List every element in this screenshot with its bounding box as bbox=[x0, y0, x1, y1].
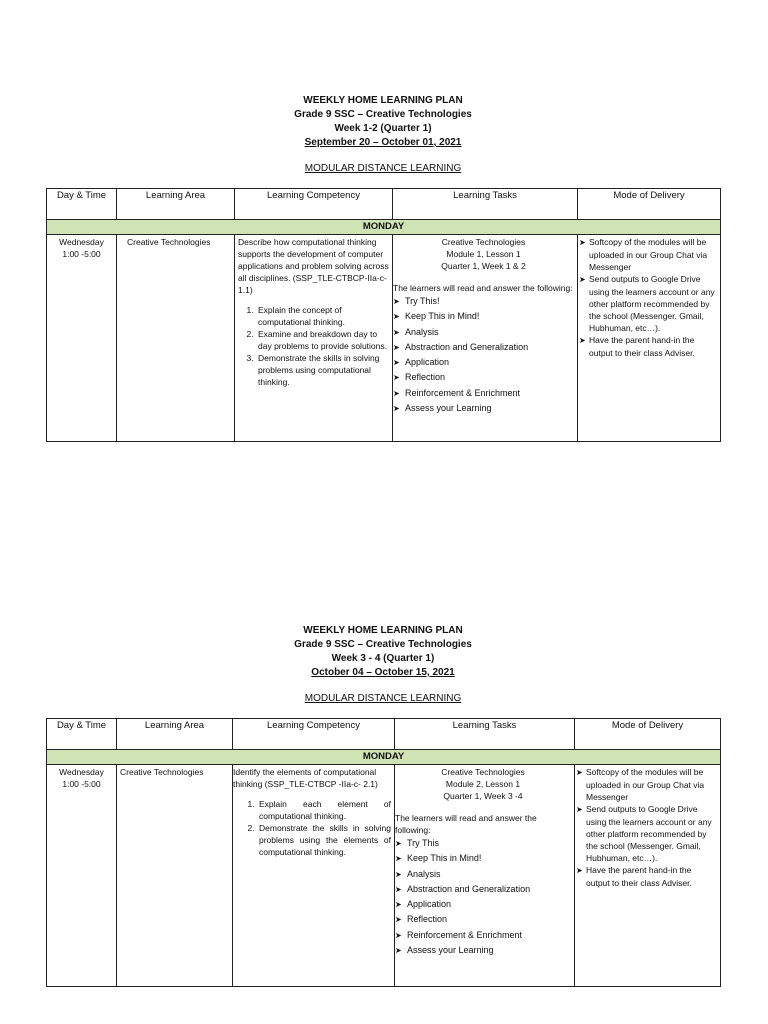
task-label: Reinforcement & Enrichment bbox=[407, 929, 523, 940]
day-time-cell bbox=[47, 235, 117, 442]
delivery-mode-heading: MODULAR DISTANCE LEARNING bbox=[304, 163, 462, 174]
list-item bbox=[579, 334, 717, 359]
arrow-bullet-icon: ➤ bbox=[576, 805, 583, 814]
tasks-title: Creative Technologies bbox=[441, 237, 526, 247]
list-item bbox=[393, 355, 574, 370]
delivery-cell bbox=[575, 765, 721, 987]
list-item bbox=[393, 325, 574, 340]
list-item bbox=[395, 867, 571, 882]
plan-header bbox=[46, 624, 720, 680]
plan-table bbox=[46, 188, 721, 442]
arrow-bullet-icon: ➤ bbox=[395, 915, 402, 925]
day-band-row bbox=[47, 220, 721, 235]
arrow-bullet-icon: ➤ bbox=[393, 297, 400, 306]
task-label: Application bbox=[405, 357, 450, 368]
table-row bbox=[47, 235, 721, 442]
task-label: Assess your Learning bbox=[405, 403, 492, 414]
delivery-list bbox=[579, 236, 717, 359]
list-item bbox=[576, 766, 717, 803]
plan-header bbox=[46, 94, 720, 150]
list-item bbox=[576, 803, 717, 864]
tasks-week: Quarter 1, Week 1 & 2 bbox=[441, 261, 526, 271]
delivery-text: Softcopy of the modules will be uploaded in our Group Chat via Messenger bbox=[589, 237, 708, 272]
task-label: Application bbox=[407, 899, 452, 910]
tasks-module: Module 2, Lesson 1 bbox=[445, 779, 521, 789]
header-learning-competency: Learning Competency bbox=[235, 189, 393, 220]
arrow-bullet-icon: ➤ bbox=[579, 336, 586, 345]
list-item: 1. Explain the concept of computational thinking. bbox=[256, 304, 389, 328]
delivery-text: Have the parent hand-in the output to their class Adviser. bbox=[586, 865, 692, 888]
header-learning-tasks: Learning Tasks bbox=[395, 719, 575, 750]
delivery-cell bbox=[578, 235, 721, 442]
tasks-cell bbox=[393, 235, 578, 442]
tasks-intro: The learners will read and answer the following: bbox=[393, 283, 573, 293]
plan-title: WEEKLY HOME LEARNING PLAN bbox=[303, 95, 463, 106]
plan-table bbox=[46, 718, 721, 987]
list-item: 1. Explain each element of computational thinking. bbox=[257, 798, 391, 822]
delivery-mode-heading: MODULAR DISTANCE LEARNING bbox=[304, 693, 462, 704]
arrow-bullet-icon: ➤ bbox=[395, 946, 402, 956]
list-item: 2. Demonstrate the skills in solving problems using the elements of computational thinking. bbox=[257, 822, 391, 858]
tasks-list bbox=[393, 294, 574, 416]
delivery-text: Have the parent hand-in the output to their class Adviser. bbox=[589, 335, 695, 358]
task-label: Keep This in Mind! bbox=[407, 853, 482, 864]
arrow-bullet-icon: ➤ bbox=[395, 884, 402, 894]
arrow-bullet-icon: ➤ bbox=[395, 854, 402, 864]
delivery-text: Send outputs to Google Drive using the learners account or any other platform recommended by the school (Messenger. Gmail, Hubhuman, etc…). bbox=[589, 274, 715, 333]
header-learning-tasks: Learning Tasks bbox=[393, 189, 578, 220]
header-mode-of-delivery: Mode of Delivery bbox=[578, 189, 721, 220]
arrow-bullet-icon: ➤ bbox=[393, 388, 400, 398]
delivery-text: Softcopy of the modules will be uploaded in our Group Chat via Messenger bbox=[586, 767, 705, 802]
arrow-bullet-icon: ➤ bbox=[393, 312, 400, 322]
plan-subtitle: Grade 9 SSC – Creative Technologies bbox=[294, 639, 472, 650]
arrow-bullet-icon: ➤ bbox=[579, 238, 586, 247]
plan-week: Week 3 - 4 (Quarter 1) bbox=[331, 653, 435, 664]
task-label: Reflection bbox=[407, 914, 448, 925]
plan-dates: September 20 – October 01, 2021 bbox=[304, 137, 462, 148]
header-mode-of-delivery: Mode of Delivery bbox=[575, 719, 721, 750]
day-label: MONDAY bbox=[47, 220, 721, 235]
arrow-bullet-icon: ➤ bbox=[579, 275, 586, 284]
task-label: Reinforcement & Enrichment bbox=[405, 387, 521, 398]
plan-subtitle: Grade 9 SSC – Creative Technologies bbox=[294, 109, 472, 120]
competency-cell bbox=[235, 235, 393, 442]
task-label: Keep This in Mind! bbox=[405, 311, 480, 322]
header-day-time: Day & Time bbox=[47, 189, 117, 220]
time-text: 1:00 -5:00 bbox=[62, 249, 101, 259]
task-label: Reflection bbox=[405, 372, 446, 383]
competency-text: Identify the elements of computational thinking (SSP_TLE-CTBCP -IIa-c- 2.1) bbox=[233, 767, 378, 789]
tasks-module: Module 1, Lesson 1 bbox=[446, 249, 521, 259]
list-item bbox=[393, 370, 574, 385]
competency-list bbox=[238, 304, 389, 388]
delivery-list bbox=[576, 766, 717, 889]
list-item bbox=[393, 294, 574, 309]
arrow-bullet-icon: ➤ bbox=[576, 768, 583, 777]
competency-list bbox=[233, 798, 391, 858]
arrow-bullet-icon: ➤ bbox=[393, 342, 400, 352]
table-header-row bbox=[47, 189, 721, 220]
list-item bbox=[576, 864, 717, 889]
arrow-bullet-icon: ➤ bbox=[395, 930, 402, 940]
list-item bbox=[395, 836, 571, 851]
arrow-bullet-icon: ➤ bbox=[395, 900, 402, 910]
competency-cell bbox=[233, 765, 395, 987]
task-label: Assess your Learning bbox=[407, 945, 494, 956]
tasks-list bbox=[395, 836, 571, 958]
header-learning-competency: Learning Competency bbox=[233, 719, 395, 750]
tasks-cell bbox=[395, 765, 575, 987]
tasks-week: Quarter 1, Week 3 -4 bbox=[443, 791, 523, 801]
day-band-row bbox=[47, 750, 721, 765]
task-label: Try This bbox=[407, 838, 440, 848]
task-label: Try This! bbox=[405, 296, 440, 306]
list-item bbox=[395, 943, 571, 958]
task-label: Abstraction and Generalization bbox=[407, 883, 531, 894]
plan-title: WEEKLY HOME LEARNING PLAN bbox=[303, 625, 463, 636]
list-item bbox=[579, 273, 717, 334]
plan-week: Week 1-2 (Quarter 1) bbox=[334, 123, 432, 134]
arrow-bullet-icon: ➤ bbox=[393, 358, 400, 368]
arrow-bullet-icon: ➤ bbox=[393, 404, 400, 414]
list-item bbox=[395, 912, 571, 927]
delivery-text: Send outputs to Google Drive using the learners account or any other platform recommended by the school (Messenger. Gmail, Hubhuman, etc…). bbox=[586, 804, 712, 863]
day-time-cell bbox=[47, 765, 117, 987]
arrow-bullet-icon: ➤ bbox=[393, 327, 400, 337]
tasks-intro: The learners will read and answer the following: bbox=[395, 813, 537, 835]
competency-text: Describe how computational thinking supports the development of computer applications and problem solving across all disciplines. (SSP_TLE-CTBCP-IIa-c-1.1) bbox=[238, 237, 389, 295]
day-text: Wednesday bbox=[59, 237, 104, 247]
task-label: Analysis bbox=[405, 326, 439, 337]
list-item bbox=[395, 928, 571, 943]
learning-plan-1 bbox=[46, 94, 720, 442]
list-item bbox=[579, 236, 717, 273]
list-item bbox=[393, 340, 574, 355]
list-item bbox=[395, 882, 571, 897]
list-item bbox=[393, 401, 574, 416]
header-day-time: Day & Time bbox=[47, 719, 117, 750]
learning-plan-2 bbox=[46, 624, 720, 987]
tasks-title: Creative Technologies bbox=[441, 767, 525, 777]
arrow-bullet-icon: ➤ bbox=[393, 373, 400, 383]
task-label: Analysis bbox=[407, 868, 441, 879]
list-item bbox=[395, 851, 571, 866]
arrow-bullet-icon: ➤ bbox=[576, 866, 583, 875]
day-label: MONDAY bbox=[47, 750, 721, 765]
arrow-bullet-icon: ➤ bbox=[395, 839, 402, 848]
learning-area-cell: Creative Technologies bbox=[117, 765, 233, 987]
list-item bbox=[393, 386, 574, 401]
header-learning-area: Learning Area bbox=[117, 719, 233, 750]
list-item bbox=[395, 897, 571, 912]
plan-dates: October 04 – October 15, 2021 bbox=[311, 667, 455, 678]
header-learning-area: Learning Area bbox=[117, 189, 235, 220]
table-header-row bbox=[47, 719, 721, 750]
list-item: 3. Demonstrate the skills in solving problems using computational thinking. bbox=[256, 352, 389, 388]
table-row bbox=[47, 765, 721, 987]
arrow-bullet-icon: ➤ bbox=[395, 869, 402, 879]
day-text: Wednesday bbox=[59, 767, 104, 777]
list-item bbox=[393, 309, 574, 324]
time-text: 1:00 -5:00 bbox=[62, 779, 101, 789]
list-item: 2. Examine and breakdown day to day problems to provide solutions. bbox=[256, 328, 389, 352]
learning-area-cell: Creative Technologies bbox=[117, 235, 235, 442]
task-label: Abstraction and Generalization bbox=[405, 341, 529, 352]
